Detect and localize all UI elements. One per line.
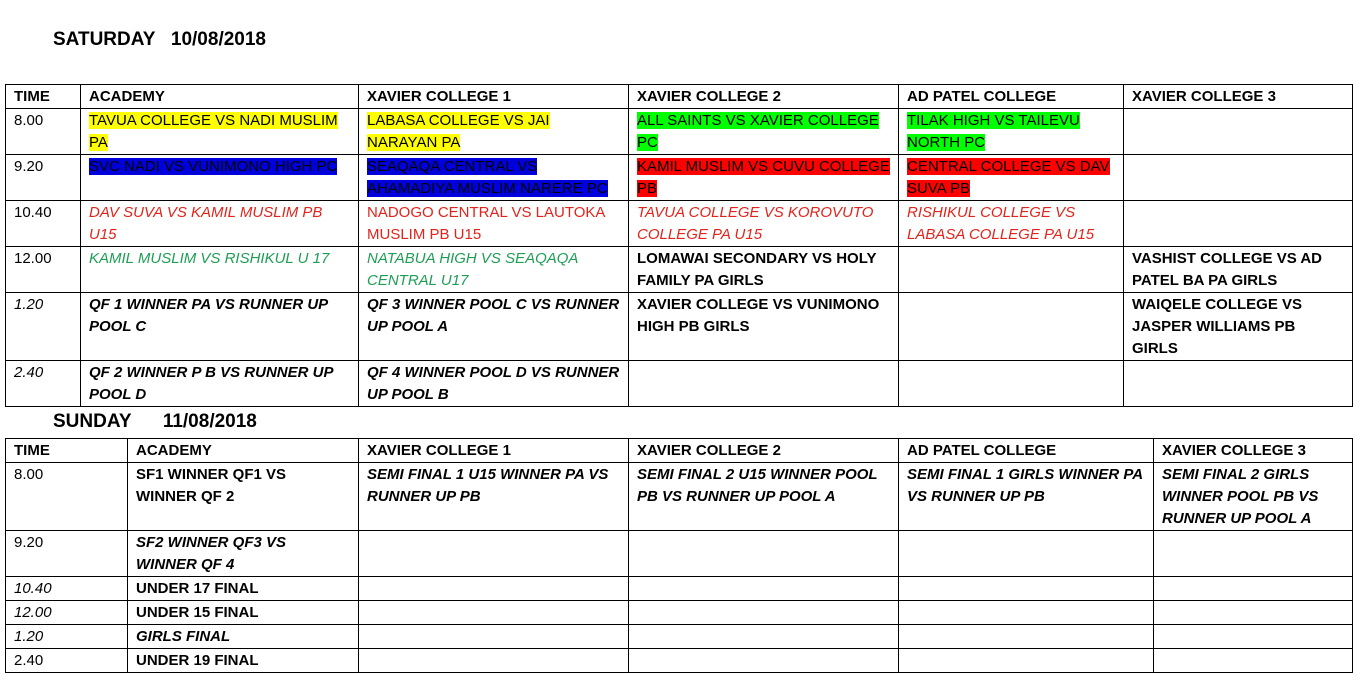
match-cell	[359, 109, 629, 155]
match-cell: RISHIKUL COLLEGE VS LABASA COLLEGE PA U15	[899, 201, 1124, 247]
table-row	[6, 531, 1353, 577]
time-cell: 1.20	[6, 625, 128, 649]
match-cell: SEMI FINAL 2 U15 WINNER POOL PB VS RUNNER UP POOL A	[629, 463, 899, 531]
match-cell	[629, 361, 899, 407]
header-time: TIME	[6, 439, 128, 463]
match-cell	[629, 625, 899, 649]
match-cell	[81, 109, 359, 155]
match-cell	[899, 155, 1124, 201]
match-cell	[1124, 155, 1353, 201]
match-cell	[359, 577, 629, 601]
header-xavier-college-1: XAVIER COLLEGE 1	[359, 439, 629, 463]
header-xavier-college-3: XAVIER COLLEGE 3	[1124, 85, 1353, 109]
match-cell	[359, 601, 629, 625]
match-text: TAVUA COLLEGE VS NADI MUSLIM PA	[89, 112, 338, 151]
match-cell: UNDER 15 FINAL	[128, 601, 359, 625]
match-cell	[1124, 361, 1353, 407]
match-cell	[629, 649, 899, 673]
time-cell: 9.20	[6, 531, 128, 577]
time-cell: 12.00	[6, 247, 81, 293]
match-text: CENTRAL COLLEGE VS DAV SUVA PB	[907, 158, 1110, 197]
match-cell	[359, 155, 629, 201]
header-xavier-college-1: XAVIER COLLEGE 1	[359, 85, 629, 109]
table-row	[6, 649, 1353, 673]
table-header-row	[6, 439, 1353, 463]
match-cell	[359, 531, 629, 577]
saturday-title: SATURDAY 10/08/2018	[53, 29, 266, 50]
match-cell	[899, 293, 1124, 361]
match-cell: QF 4 WINNER POOL D VS RUNNER UP POOL B	[359, 361, 629, 407]
match-text: LABASA COLLEGE VS JAI NARAYAN PA	[367, 112, 550, 151]
time-cell: 8.00	[6, 463, 128, 531]
match-text: TILAK HIGH VS TAILEVU NORTH PC	[907, 112, 1080, 151]
header-xavier-college-3: XAVIER COLLEGE 3	[1154, 439, 1353, 463]
match-cell	[899, 247, 1124, 293]
time-cell: 8.00	[6, 109, 81, 155]
table-row	[6, 601, 1353, 625]
sunday-schedule-table	[5, 438, 1353, 673]
match-cell	[1124, 201, 1353, 247]
match-cell	[81, 155, 359, 201]
match-cell	[899, 577, 1154, 601]
match-cell	[899, 625, 1154, 649]
match-cell: WAIQELE COLLEGE VS JASPER WILLIAMS PB GIRLS	[1124, 293, 1353, 361]
match-cell: XAVIER COLLEGE VS VUNIMONO HIGH PB GIRLS	[629, 293, 899, 361]
match-cell: SEMI FINAL 2 GIRLS WINNER POOL PB VS RUNNER UP POOL A	[1154, 463, 1353, 531]
match-cell	[629, 531, 899, 577]
match-cell	[1154, 577, 1353, 601]
match-cell	[899, 649, 1154, 673]
match-cell	[1154, 649, 1353, 673]
match-cell	[359, 649, 629, 673]
match-cell: GIRLS FINAL	[128, 625, 359, 649]
match-text: KAMIL MUSLIM VS CUVU COLLEGE PB	[637, 158, 890, 197]
table-row	[6, 361, 1353, 407]
match-cell: QF 3 WINNER POOL C VS RUNNER UP POOL A	[359, 293, 629, 361]
table-row	[6, 577, 1353, 601]
header-xavier-college-2: XAVIER COLLEGE 2	[629, 439, 899, 463]
table-row	[6, 109, 1353, 155]
table-header-row	[6, 85, 1353, 109]
match-cell	[1154, 625, 1353, 649]
time-cell: 2.40	[6, 361, 81, 407]
header-ad-patel-college: AD PATEL COLLEGE	[899, 85, 1124, 109]
match-text: ALL SAINTS VS XAVIER COLLEGE PC	[637, 112, 879, 151]
match-cell	[1124, 109, 1353, 155]
saturday-schedule-table	[5, 84, 1353, 407]
match-cell	[1154, 531, 1353, 577]
match-cell: KAMIL MUSLIM VS RISHIKUL U 17	[81, 247, 359, 293]
match-text: SEAQAQA CENTRAL VS AHAMADIYA MUSLIM NARERE PC	[367, 158, 608, 197]
match-cell	[629, 109, 899, 155]
header-ad-patel-college: AD PATEL COLLEGE	[899, 439, 1154, 463]
match-cell: QF 1 WINNER PA VS RUNNER UP POOL C	[81, 293, 359, 361]
match-cell: LOMAWAI SECONDARY VS HOLY FAMILY PA GIRLS	[629, 247, 899, 293]
match-cell	[1154, 601, 1353, 625]
match-cell	[359, 625, 629, 649]
match-cell	[629, 155, 899, 201]
match-cell: VASHIST COLLEGE VS AD PATEL BA PA GIRLS	[1124, 247, 1353, 293]
sunday-title: SUNDAY 11/08/2018	[53, 411, 257, 432]
header-academy: ACADEMY	[81, 85, 359, 109]
table-row	[6, 625, 1353, 649]
header-academy: ACADEMY	[128, 439, 359, 463]
match-cell: DAV SUVA VS KAMIL MUSLIM PB U15	[81, 201, 359, 247]
match-cell	[899, 361, 1124, 407]
match-cell: NATABUA HIGH VS SEAQAQA CENTRAL U17	[359, 247, 629, 293]
table-row	[6, 201, 1353, 247]
match-cell: SEMI FINAL 1 GIRLS WINNER PA VS RUNNER UP PB	[899, 463, 1154, 531]
match-cell	[899, 109, 1124, 155]
time-cell: 9.20	[6, 155, 81, 201]
table-row	[6, 247, 1353, 293]
match-cell	[629, 577, 899, 601]
match-cell: NADOGO CENTRAL VS LAUTOKA MUSLIM PB U15	[359, 201, 629, 247]
time-cell: 12.00	[6, 601, 128, 625]
table-row	[6, 155, 1353, 201]
match-cell: UNDER 17 FINAL	[128, 577, 359, 601]
match-cell: QF 2 WINNER P B VS RUNNER UP POOL D	[81, 361, 359, 407]
match-cell	[899, 531, 1154, 577]
header-time: TIME	[6, 85, 81, 109]
match-cell: UNDER 19 FINAL	[128, 649, 359, 673]
match-text: SVC NADI VS VUNIMONO HIGH PC	[89, 158, 338, 175]
match-cell	[629, 601, 899, 625]
time-cell: 10.40	[6, 577, 128, 601]
time-cell: 10.40	[6, 201, 81, 247]
time-cell: 2.40	[6, 649, 128, 673]
match-cell: SF2 WINNER QF3 VS WINNER QF 4	[128, 531, 359, 577]
time-cell: 1.20	[6, 293, 81, 361]
match-cell: TAVUA COLLEGE VS KOROVUTO COLLEGE PA U15	[629, 201, 899, 247]
table-row	[6, 293, 1353, 361]
match-cell	[899, 601, 1154, 625]
table-row	[6, 463, 1353, 531]
header-xavier-college-2: XAVIER COLLEGE 2	[629, 85, 899, 109]
match-cell: SF1 WINNER QF1 VS WINNER QF 2	[128, 463, 359, 531]
match-cell: SEMI FINAL 1 U15 WINNER PA VS RUNNER UP PB	[359, 463, 629, 531]
